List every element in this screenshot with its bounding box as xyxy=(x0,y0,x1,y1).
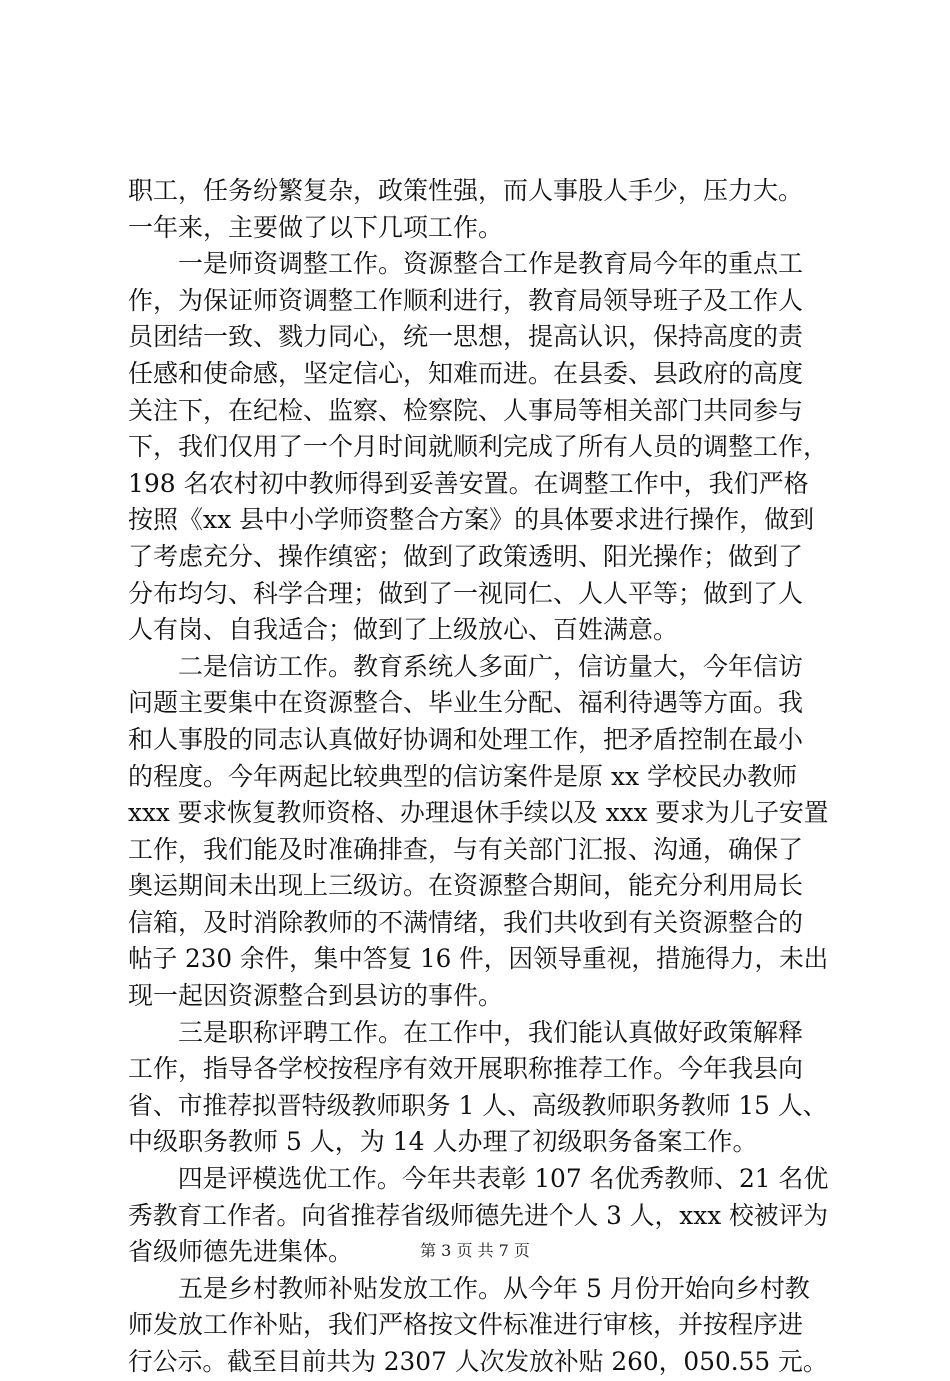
text-line: 作，为保证师资调整工作顺利进行，教育局领导班子及工作人 xyxy=(128,285,804,315)
text-line: 四是评模选优工作。今年共表彰 107 名优秀教师、21 名优 xyxy=(128,1164,828,1194)
text-line: 工作，我们能及时准确排查，与有关部门汇报、沟通，确保了 xyxy=(128,834,804,864)
text-line: 和人事股的同志认真做好协调和处理工作，把矛盾控制在最小 xyxy=(128,724,804,754)
text-line: 行公示。截至目前共为 2307 人次发放补贴 260，050.55 元。 xyxy=(128,1347,828,1376)
text-line: 问题主要集中在资源整合、毕业生分配、福利待遇等方面。我 xyxy=(128,688,804,718)
text-line: 员团结一致、戮力同心，统一思想，提高认识，保持高度的责 xyxy=(128,322,804,352)
text-line: 任感和使命感，坚定信心，知难而进。在县委、县政府的高度 xyxy=(128,358,804,388)
text-line: 帖子 230 余件，集中答复 16 件，因领导重视，措施得力，未出 xyxy=(128,944,828,974)
text-line: 三是职称评聘工作。在工作中，我们能认真做好政策解释 xyxy=(128,1017,804,1047)
text-line: 秀教育工作者。向省推荐省级师德先进个人 3 人，xxx 校被评为 xyxy=(128,1200,829,1230)
text-line: xxx 要求恢复教师资格、办理退休手续以及 xxx 要求为儿子安置 xyxy=(128,798,828,828)
text-line: 二是信访工作。教育系统人多面广，信访量大，今年信访 xyxy=(128,651,804,681)
text-line: 省级师德先进集体。 xyxy=(128,1237,354,1267)
text-line: 一年来，主要做了以下几项工作。 xyxy=(128,212,504,242)
text-line: 中级职务教师 5 人，为 14 人办理了初级职务备案工作。 xyxy=(128,1127,758,1157)
body-text xyxy=(128,173,828,1381)
text-line: 一是师资调整工作。资源整合工作是教育局今年的重点工 xyxy=(128,249,804,279)
text-line: 工作，指导各学校按程序有效开展职称推荐工作。今年我县向 xyxy=(128,1054,804,1084)
text-line: 按照《xx 县中小学师资整合方案》的具体要求进行操作，做到 xyxy=(128,505,815,535)
text-line: 人有岗、自我适合；做到了上级放心、百姓满意。 xyxy=(128,615,679,645)
page-footer: 第 3 页 共 7 页 xyxy=(420,1241,530,1260)
text-line: 现一起因资源整合到县访的事件。 xyxy=(128,981,504,1011)
text-line: 了考虑充分、操作缜密；做到了政策透明、阳光操作；做到了 xyxy=(128,541,804,571)
text-line: 分布均匀、科学合理；做到了一视同仁、人人平等；做到了人 xyxy=(128,578,804,608)
text-line: 的程度。今年两起比较典型的信访案件是原 xx 学校民办教师 xyxy=(128,761,798,791)
text-line: 下，我们仅用了一个月时间就顺利完成了所有人员的调整工作， xyxy=(128,432,828,462)
text-line: 奥运期间未出现上三级访。在资源整合期间，能充分利用局长 xyxy=(128,871,804,901)
text-line: 省、市推荐拟晋特级教师职务 1 人、高级教师职务教师 15 人、 xyxy=(128,1090,828,1120)
text-line: 职工，任务纷繁复杂，政策性强，而人事股人手少，压力大。 xyxy=(128,176,804,205)
text-line: 信箱，及时消除教师的不满情绪，我们共收到有关资源整合的 xyxy=(128,907,804,937)
text-line: 198 名农村初中教师得到妥善安置。在调整工作中，我们严格 xyxy=(128,468,809,498)
text-line: 五是乡村教师补贴发放工作。从今年 5 月份开始向乡村教 xyxy=(128,1273,810,1303)
text-line: 师发放工作补贴，我们严格按文件标准进行审核，并按程序进 xyxy=(128,1310,804,1340)
text-line: 关注下，在纪检、监察、检察院、人事局等相关部门共同参与 xyxy=(128,395,804,425)
